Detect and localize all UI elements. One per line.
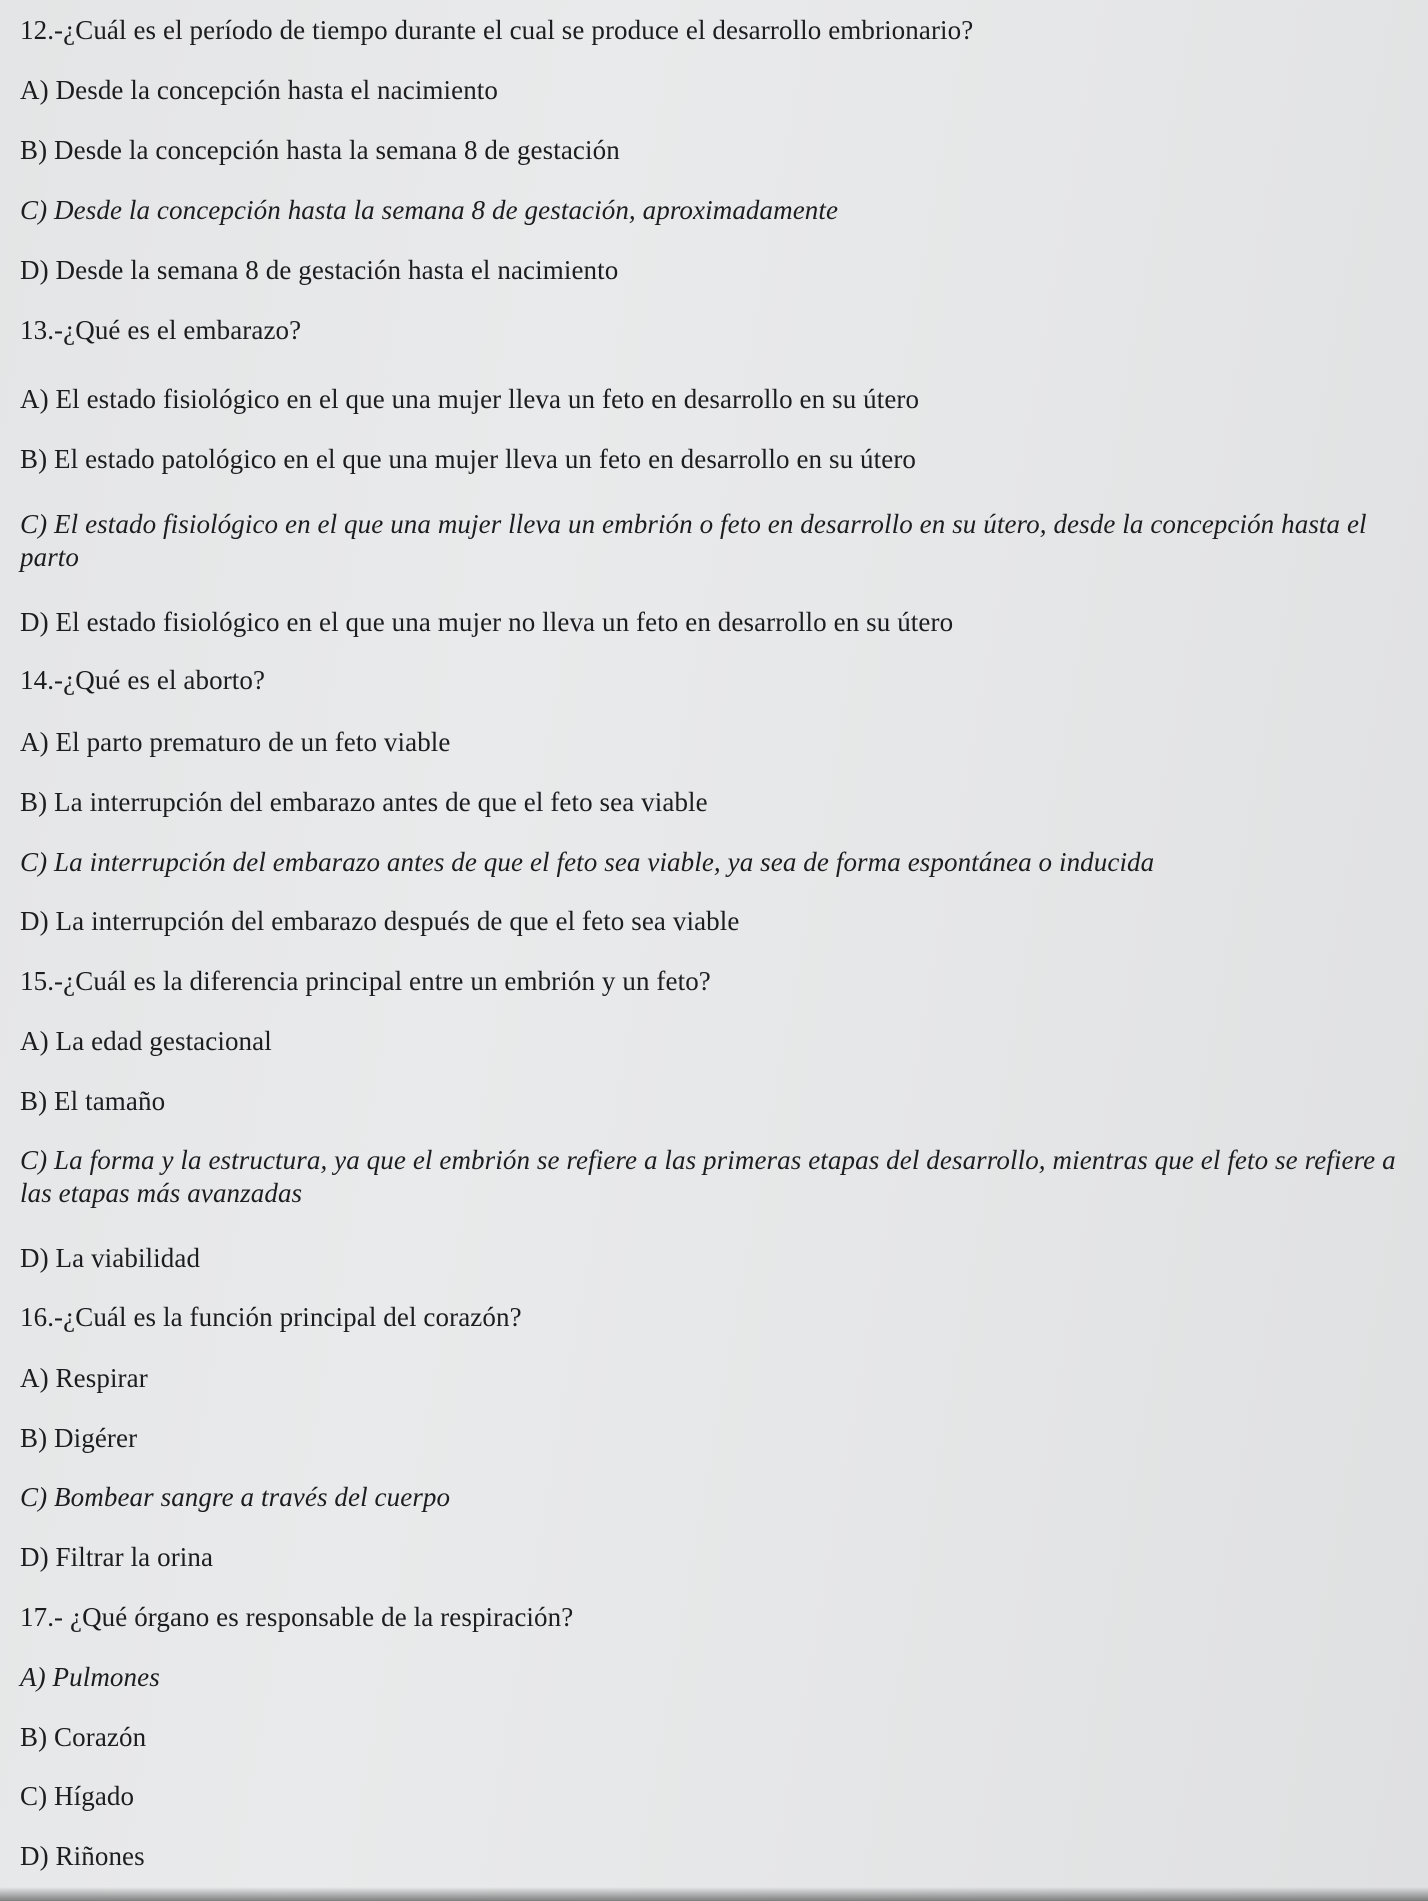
option-c: C) Desde la concepción hasta la semana 8 de gestación, aproximadamente [20, 195, 839, 225]
option-d: D) La viabilidad [20, 1243, 201, 1273]
option-d: D) Desde la semana 8 de gestación hasta el nacimiento [20, 255, 619, 285]
option-b: B) Desde la concepción hasta la semana 8 de gestación [20, 135, 620, 165]
question-title: 16.-¿Cuál es la función principal del corazón? [20, 1302, 522, 1332]
option-a: A) Respirar [20, 1363, 148, 1393]
question-title: 14.-¿Qué es el aborto? [20, 665, 266, 695]
bottom-shadow [0, 1887, 1428, 1901]
option-b: B) La interrupción del embarazo antes de que el feto sea viable [20, 787, 708, 817]
question-title: 17.- ¿Qué órgano es responsable de la respiración? [20, 1602, 574, 1632]
option-a: A) Desde la concepción hasta el nacimiento [20, 75, 499, 105]
option-c: C) Hígado [20, 1781, 135, 1811]
option-b: B) El estado patológico en el que una mujer lleva un feto en desarrollo en su útero [20, 444, 917, 474]
option-b: B) Corazón [20, 1722, 147, 1752]
option-a: A) Pulmones [20, 1662, 160, 1692]
question-title: 12.-¿Cuál es el período de tiempo durante el cual se produce el desarrollo embrionario? [20, 15, 974, 45]
option-c: C) Bombear sangre a través del cuerpo [20, 1482, 451, 1512]
option-b: B) Digérer [20, 1423, 138, 1453]
option-c: C) La interrupción del embarazo antes de que el feto sea viable, ya sea de forma espontánea o inducida [20, 847, 1155, 877]
question-title: 13.-¿Qué es el embarazo? [20, 315, 302, 345]
option-c: C) El estado fisiológico en el que una mujer lleva un embrión o feto en desarrollo en su útero, desde la concepción hasta el parto [20, 509, 1367, 572]
option-a: A) El parto prematuro de un feto viable [20, 727, 451, 757]
option-d: D) Riñones [20, 1841, 145, 1871]
option-c: C) La forma y la estructura, ya que el embrión se refiere a las primeras etapas del desarrollo, mientras que el feto se refiere a las etapas más avanzadas [20, 1145, 1396, 1208]
option-d: D) Filtrar la orina [20, 1542, 214, 1572]
option-a: A) El estado fisiológico en el que una mujer lleva un feto en desarrollo en su útero [20, 384, 920, 414]
option-d: D) El estado fisiológico en el que una mujer no lleva un feto en desarrollo en su útero [20, 607, 954, 637]
option-a: A) La edad gestacional [20, 1026, 272, 1056]
option-b: B) El tamaño [20, 1086, 166, 1116]
option-d: D) La interrupción del embarazo después de que el feto sea viable [20, 906, 740, 936]
question-title: 15.-¿Cuál es la diferencia principal entre un embrión y un feto? [20, 966, 711, 996]
